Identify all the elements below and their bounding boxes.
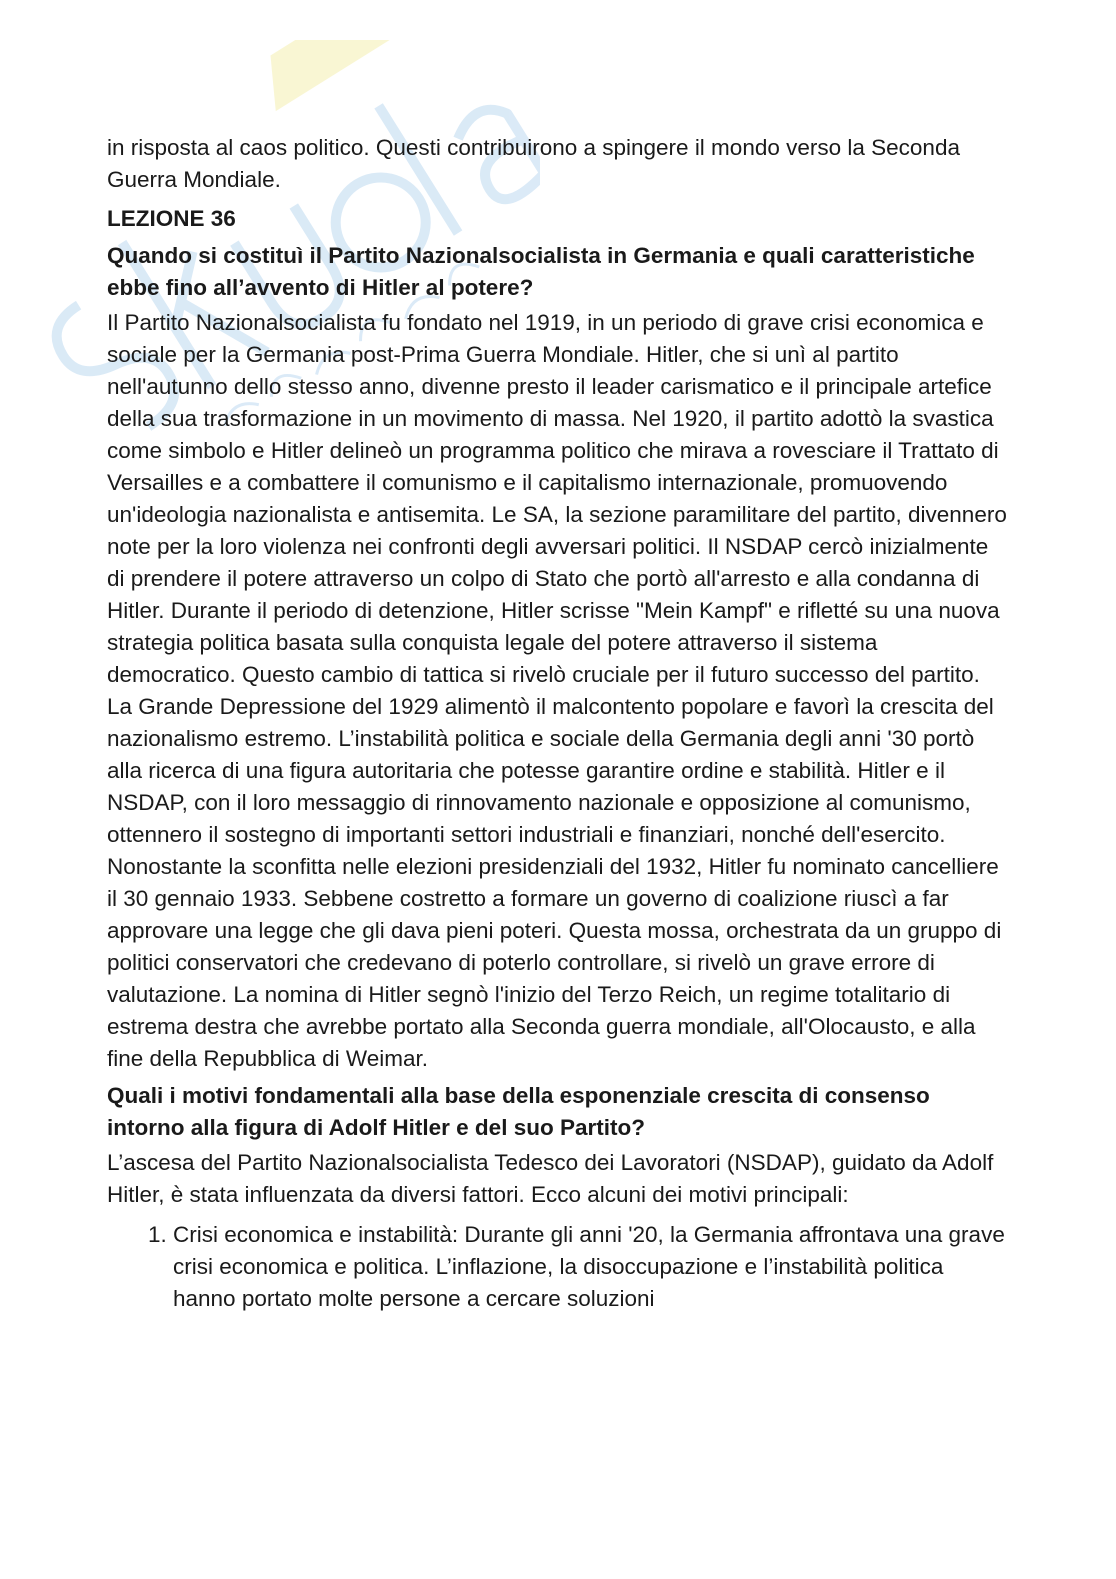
intro-paragraph: in risposta al caos politico. Questi contribuirono a spingere il mondo verso la Seconda Guerra Mondiale. <box>107 135 960 192</box>
list-item: 1. Crisi economica e instabilità: Durante gli anni '20, la Germania affrontava una grave crisi economica e politica. L’inflazione, la disoccupazione e l’instabilità politica hanno portato molte persone a cercare soluzioni <box>173 1219 1007 1315</box>
answer-1-paragraph: Il Partito Nazionalsocialista fu fondato nel 1919, in un periodo di grave crisi economica e sociale per la Germania post-Prima Guerra Mondiale. Hitler, che si unì al partito nell'autunno dello stesso anno, divenne presto il leader carismatico e il principale artefice della sua trasformazione in un movimento di massa. Nel 1920, il partito adottò la svastica come simbolo e Hitler delineò un programma politico che mirava a rovesciare il Trattato di Versailles e a combattere il comunismo e il capitalismo internazionale, promuovendo un'ideologia nazionalista e antisemita. Le SA, la sezione paramilitare del partito, divennero note per la loro violenza nei confronti degli avversari politici. Il NSDAP cercò inizialmente di prendere il potere attraverso un colpo di Stato che portò all'arresto e alla condanna di Hitler. Durante il periodo di detenzione, Hitler scrisse "Mein Kampf" e rifletté su una nuova strategia politica basata sulla conquista legale del potere attraverso il sistema democratico. Questo cambio di tattica si rivelò cruciale per il futuro successo del partito. La Grande Depressione del 1929 alimentò il malcontento popolare e favorì la crescita del nazionalismo estremo. L’instabilità politica e sociale della Germania degli anni '30 portò alla ricerca di una figura autoritaria che potesse garantire ordine e stabilità. Hitler e il NSDAP, con il loro messaggio di rinnovamento nazionale e opposizione al comunismo, ottennero il sostegno di importanti settori industriali e finanziari, nonché dell'esercito. Nonostante la sconfitta nelle elezioni presidenziali del 1932, Hitler fu nominato cancelliere il 30 gennaio 1933. Sebbene costretto a formare un governo di coalizione riuscì a far approvare una legge che gli dava pieni poteri. Questa mossa, orchestrata da un gruppo di politici conservatori che credevano di poterlo controllare, si rivelò un grave errore di valutazione. La nomina di Hitler segnò l'inizio del Terzo Reich, un regime totalitario di estrema destra che avrebbe portato alla Seconda guerra mondiale, all'Olocausto, e alla fine della Repubblica di Weimar. <box>107 310 1007 1071</box>
answer-2-intro: L’ascesa del Partito Nazionalsocialista Tedesco dei Lavoratori (NSDAP), guidato da Adolf Hitler, è stata influenzata da diversi fattori. Ecco alcuni dei motivi principali: <box>107 1150 994 1207</box>
lesson-title: LEZIONE 36 <box>107 206 236 231</box>
document-page <box>107 132 1007 1315</box>
reasons-list <box>107 1219 1007 1315</box>
question-1-heading: Quando si costituì il Partito Nazionalsocialista in Germania e quali caratteristiche ebbe fino all’avvento di Hitler al potere? <box>107 243 975 300</box>
question-2-heading: Quali i motivi fondamentali alla base della esponenziale crescita di consenso intorno alla figura di Adolf Hitler e del suo Partito? <box>107 1083 930 1140</box>
